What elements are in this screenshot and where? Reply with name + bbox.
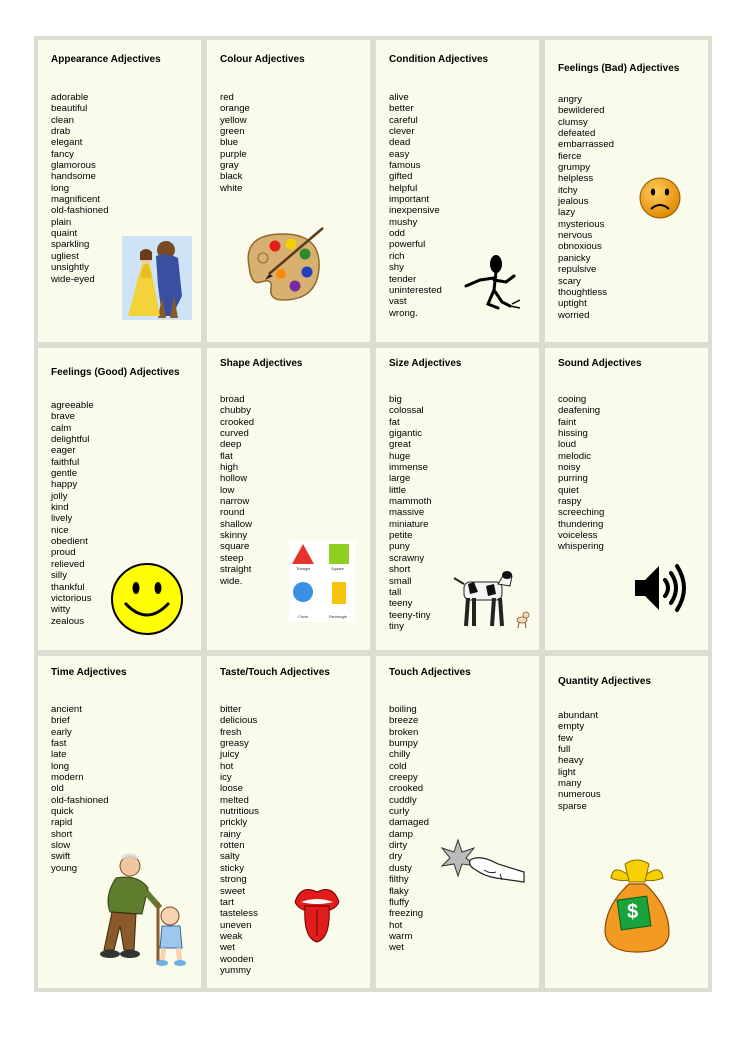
word-list <box>558 94 614 321</box>
adjective-item: worried <box>558 309 590 321</box>
adjective-item: colossal <box>389 405 424 417</box>
adjective-item: unsightly <box>51 262 89 274</box>
adjective-item: straight <box>220 564 252 576</box>
adjective-item: flat <box>220 450 233 462</box>
adjective-item: few <box>558 732 573 744</box>
adjective-item: famous <box>389 160 421 172</box>
adjective-item: fat <box>389 416 400 428</box>
adjective-item: large <box>389 473 411 485</box>
shape-label-triangle: Triangle <box>296 566 311 571</box>
adjective-item: huge <box>389 450 411 462</box>
adjective-item: eager <box>51 445 76 457</box>
word-list <box>220 704 259 976</box>
adjective-item: steep <box>220 552 244 564</box>
adjective-item: tall <box>389 586 402 598</box>
adjective-item: teeny-tiny <box>389 609 431 621</box>
adjective-item: tiny <box>389 620 404 632</box>
adjective-item: obnoxious <box>558 241 602 253</box>
adjective-item: scary <box>558 275 581 287</box>
adjective-item: prickly <box>220 817 248 829</box>
adjective-item: wet <box>389 942 404 954</box>
adjective-item: helpful <box>389 182 418 194</box>
adjective-item: little <box>389 484 407 496</box>
adjective-item: rainy <box>220 828 241 840</box>
adjective-item: creepy <box>389 772 418 784</box>
adjective-item: grumpy <box>558 162 590 174</box>
adjective-item: abundant <box>558 710 599 721</box>
adjective-item: fast <box>51 738 67 750</box>
adjective-item: bitter <box>220 704 242 715</box>
adjective-item: icy <box>220 772 232 784</box>
adjective-item: square <box>220 541 250 553</box>
adjective-item: low <box>220 484 235 496</box>
great-dane-chihuahua-illustration <box>450 568 534 630</box>
adjective-item: ugliest <box>51 250 79 262</box>
adjective-item: old-fashioned <box>51 794 109 806</box>
adjective-item: clean <box>51 114 74 126</box>
adjective-item: thankful <box>51 581 85 593</box>
adjective-item: jolly <box>51 490 68 502</box>
adjective-item: purring <box>558 473 588 485</box>
adjective-item: itchy <box>558 184 578 196</box>
adjective-item: silly <box>51 570 67 582</box>
card-touch <box>376 656 539 988</box>
adjective-item: breeze <box>389 715 419 727</box>
adjective-item: zealous <box>51 615 85 627</box>
card-title: Quantity Adjectives <box>558 676 651 687</box>
adjective-item: quaint <box>51 228 78 240</box>
card-title: Feelings (Good) Adjectives <box>51 367 180 378</box>
adjective-item: wide-eyed <box>51 273 95 285</box>
adjective-item: tender <box>389 273 417 285</box>
dollar-sign-icon: $ <box>627 901 639 923</box>
adjective-item: mysterious <box>558 218 605 230</box>
adjective-item: juicy <box>220 749 240 761</box>
card-taste-touch <box>207 656 370 988</box>
adjective-item: faithful <box>51 456 80 468</box>
adjective-item: greasy <box>220 738 249 750</box>
adjective-item: young <box>51 862 78 874</box>
adjective-item: adorable <box>51 92 89 103</box>
adjective-item: vast <box>389 296 407 308</box>
adjective-grid <box>34 36 712 992</box>
adjective-item: nutritious <box>220 806 259 818</box>
adjective-item: repulsive <box>558 264 597 276</box>
adjective-item: shy <box>389 262 404 274</box>
adjective-item: strong <box>220 874 247 886</box>
adjective-item: delicious <box>220 715 258 727</box>
card-title: Feelings (Bad) Adjectives <box>558 63 680 74</box>
adjective-item: teeny <box>389 598 413 610</box>
adjective-item: early <box>51 726 72 738</box>
adjective-item: big <box>389 394 402 405</box>
adjective-item: blue <box>220 137 239 149</box>
adjective-item: proud <box>51 547 76 559</box>
adjective-item: numerous <box>558 789 601 801</box>
word-list <box>51 704 109 874</box>
word-list <box>389 704 429 954</box>
card-title: Sound Adjectives <box>558 358 642 369</box>
adjective-item: relieved <box>51 558 85 570</box>
finger-touching-spike-illustration <box>440 832 526 896</box>
adjective-item: witty <box>51 604 71 616</box>
adjective-item: damaged <box>389 817 430 829</box>
adjective-item: lively <box>51 513 73 525</box>
adjective-item: angry <box>558 94 582 105</box>
sad-face-icon <box>638 176 682 220</box>
adjective-item: victorious <box>51 592 92 604</box>
adjective-item: miniature <box>389 518 429 530</box>
card-appearance <box>38 40 201 342</box>
adjective-item: hot <box>220 760 234 772</box>
adjective-item: kind <box>51 502 69 514</box>
adjective-item: green <box>220 126 245 138</box>
adjective-item: voiceless <box>558 530 598 542</box>
adjective-item: late <box>51 749 67 761</box>
adjective-item: powerful <box>389 239 426 251</box>
adjective-item: calm <box>51 422 72 434</box>
adjective-item: immense <box>389 462 428 474</box>
adjective-item: lazy <box>558 207 576 219</box>
paint-palette-illustration <box>239 226 325 306</box>
adjective-item: glamorous <box>51 160 96 172</box>
word-list <box>389 92 442 319</box>
adjective-item: broken <box>389 726 419 738</box>
adjective-item: damp <box>389 828 413 840</box>
adjective-item: purple <box>220 148 247 160</box>
card-sound <box>545 348 708 650</box>
adjective-item: faint <box>558 416 577 428</box>
adjective-item: modern <box>51 772 84 784</box>
adjective-item: boiling <box>389 704 417 715</box>
adjective-item: high <box>220 462 239 474</box>
adjective-item: quiet <box>558 484 579 496</box>
word-list <box>51 400 94 627</box>
card-title: Touch Adjectives <box>389 667 471 678</box>
adjective-item: sparse <box>558 800 587 812</box>
adjective-item: chubby <box>220 405 251 417</box>
adjective-item: short <box>389 564 411 576</box>
adjective-item: salty <box>220 851 240 863</box>
adjective-item: dead <box>389 137 411 149</box>
adjective-item: tart <box>220 896 234 908</box>
adjective-item: uptight <box>558 298 587 310</box>
adjective-item: melodic <box>558 450 592 462</box>
adjective-item: yellow <box>220 114 247 126</box>
shape-label-rectangle: Rectangle <box>329 614 348 619</box>
adjective-item: curly <box>389 806 410 818</box>
adjective-item: deep <box>220 439 242 451</box>
adjective-item: odd <box>389 228 406 240</box>
adjective-item: short <box>51 828 73 840</box>
adjective-item: skinny <box>220 530 248 542</box>
adjective-item: petite <box>389 530 413 542</box>
adjective-item: slow <box>51 840 71 852</box>
adjective-item: clumsy <box>558 116 588 128</box>
adjective-item: plain <box>51 216 72 228</box>
adjective-item: scrawny <box>389 552 425 564</box>
adjective-item: wet <box>220 942 235 954</box>
adjective-item: shallow <box>220 518 252 530</box>
adjective-item: curved <box>220 428 249 440</box>
smiley-face-icon <box>110 562 184 636</box>
word-list <box>220 394 254 587</box>
adjective-item: full <box>558 744 571 756</box>
adjective-item: beautiful <box>51 103 88 115</box>
word-list <box>389 394 432 632</box>
adjective-item: fluffy <box>389 896 410 908</box>
adjective-item: warm <box>389 930 413 942</box>
adjective-item: rapid <box>51 817 73 829</box>
adjective-item: gifted <box>389 171 413 183</box>
adjective-item: old-fashioned <box>51 205 109 217</box>
adjective-item: deafening <box>558 405 601 417</box>
adjective-item: weak <box>220 930 243 942</box>
old-man-baby-illustration <box>96 852 192 968</box>
card-feelings-bad <box>545 40 708 342</box>
adjective-item: wooden <box>220 953 254 965</box>
card-title: Shape Adjectives <box>220 358 303 369</box>
adjective-item: brief <box>51 715 70 727</box>
adjective-item: fresh <box>220 726 242 738</box>
adjective-item: sparkling <box>51 239 90 251</box>
adjective-item: long <box>51 182 70 194</box>
adjective-item: chilly <box>389 749 411 761</box>
word-list <box>558 710 601 812</box>
stick-figure-illustration <box>460 250 526 314</box>
word-list <box>220 92 250 194</box>
adjective-item: cooing <box>558 394 587 405</box>
adjective-item: ancient <box>51 704 82 715</box>
adjective-item: cuddly <box>389 794 417 806</box>
adjective-item: screeching <box>558 507 605 519</box>
card-title: Colour Adjectives <box>220 54 305 65</box>
adjective-item: thoughtless <box>558 286 608 298</box>
adjective-item: loose <box>220 783 243 795</box>
adjective-item: bumpy <box>389 738 418 750</box>
adjective-item: wide. <box>220 575 243 587</box>
adjective-item: happy <box>51 479 78 491</box>
card-title: Condition Adjectives <box>389 54 489 65</box>
adjective-item: massive <box>389 507 425 519</box>
adjective-item: embarrassed <box>558 139 614 151</box>
adjective-item: uneven <box>220 919 252 931</box>
adjective-item: inexpensive <box>389 205 440 217</box>
adjective-item: whispering <box>558 541 604 553</box>
adjective-item: quick <box>51 806 74 818</box>
adjective-item: dry <box>389 851 403 863</box>
adjective-item: better <box>389 103 414 115</box>
adjective-item: crooked <box>389 783 424 795</box>
adjective-item: dirty <box>389 840 408 852</box>
card-condition <box>376 40 539 342</box>
card-title: Time Adjectives <box>51 667 127 678</box>
adjective-item: empty <box>558 721 585 733</box>
adjective-item: freezing <box>389 908 424 920</box>
adjective-item: important <box>389 194 429 206</box>
adjective-item: loud <box>558 439 577 451</box>
adjective-item: defeated <box>558 128 596 140</box>
shape-label-square: Square <box>331 566 344 571</box>
adjective-item: melted <box>220 794 249 806</box>
adjective-item: crooked <box>220 416 255 428</box>
adjective-item: small <box>389 575 412 587</box>
adjective-item: many <box>558 778 582 790</box>
adjective-item: great <box>389 439 411 451</box>
adjective-item: careful <box>389 114 418 126</box>
adjective-item: mushy <box>389 216 418 228</box>
adjective-item: heavy <box>558 755 584 767</box>
adjective-item: alive <box>389 92 409 103</box>
adjective-item: yummy <box>220 964 251 976</box>
card-time <box>38 656 201 988</box>
adjective-item: helpless <box>558 173 594 185</box>
speaker-volume-icon <box>631 560 687 616</box>
adjective-item: easy <box>389 148 410 160</box>
adjective-item: light <box>558 766 576 778</box>
adjective-item: gentle <box>51 468 78 480</box>
adjective-item: gray <box>220 160 239 172</box>
card-feelings-good <box>38 348 201 650</box>
adjective-item: uninterested <box>389 284 442 296</box>
adjective-item: panicky <box>558 252 591 264</box>
adjective-item: nervous <box>558 230 593 242</box>
card-colour <box>207 40 370 342</box>
adjective-item: swift <box>51 851 71 863</box>
adjective-item: black <box>220 171 243 183</box>
word-list <box>51 92 109 285</box>
adjective-item: tasteless <box>220 908 258 920</box>
adjective-item: sticky <box>220 862 244 874</box>
adjective-item: orange <box>220 103 250 115</box>
adjective-item: raspy <box>558 496 582 508</box>
adjective-item: dusty <box>389 862 412 874</box>
adjective-item: agreeable <box>51 400 94 411</box>
card-shape <box>207 348 370 650</box>
adjective-item: bewildered <box>558 105 605 117</box>
card-title: Appearance Adjectives <box>51 54 161 65</box>
beauty-beast-illustration <box>122 236 192 320</box>
card-title: Taste/Touch Adjectives <box>220 667 330 678</box>
shape-label-circle: Circle <box>298 614 309 619</box>
adjective-item: hot <box>389 919 403 931</box>
adjective-item: noisy <box>558 462 581 474</box>
adjective-item: rich <box>389 250 405 262</box>
card-quantity <box>545 656 708 988</box>
basic-shapes-illustration <box>289 540 355 622</box>
word-list <box>558 394 604 553</box>
adjective-item: obedient <box>51 536 88 548</box>
adjective-item: long <box>51 760 70 772</box>
adjective-item: fierce <box>558 150 582 162</box>
adjective-item: mammoth <box>389 496 432 508</box>
adjective-item: round <box>220 507 245 519</box>
adjective-item: hollow <box>220 473 248 485</box>
adjective-item: rotten <box>220 840 245 852</box>
card-size <box>376 348 539 650</box>
adjective-item: puny <box>389 541 410 553</box>
adjective-item: filthy <box>389 874 409 886</box>
adjective-item: handsome <box>51 171 96 183</box>
adjective-item: magnificent <box>51 194 101 206</box>
adjective-item: drab <box>51 126 71 138</box>
adjective-item: clever <box>389 126 415 138</box>
adjective-item: wrong. <box>389 307 418 319</box>
adjective-item: broad <box>220 394 245 405</box>
adjective-item: fancy <box>51 148 74 160</box>
adjective-item: hissing <box>558 428 588 440</box>
adjective-item: white <box>220 182 243 194</box>
adjective-item: old <box>51 783 64 795</box>
card-title: Size Adjectives <box>389 358 462 369</box>
adjective-item: gigantic <box>389 428 423 440</box>
adjective-item: flaky <box>389 885 409 897</box>
adjective-item: thundering <box>558 518 604 530</box>
adjective-item: brave <box>51 411 75 423</box>
tongue-lips-logo-icon <box>291 882 343 946</box>
adjective-item: elegant <box>51 137 83 149</box>
adjective-item: nice <box>51 524 69 536</box>
adjective-item: jealous <box>558 196 589 208</box>
adjective-item: cold <box>389 760 407 772</box>
adjective-item: delightful <box>51 434 90 446</box>
adjective-item: red <box>220 92 234 103</box>
adjective-item: sweet <box>220 885 246 897</box>
adjective-item: narrow <box>220 496 250 508</box>
